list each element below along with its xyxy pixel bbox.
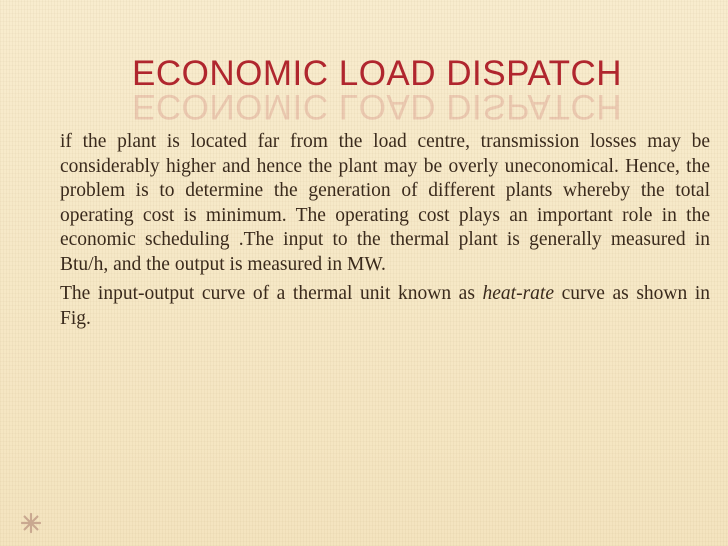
body-paragraph-2 — [60, 282, 710, 331]
slide-title: ECONOMIC LOAD DISPATCH — [132, 54, 623, 93]
slide-title-reflection-text: ECONOMIC LOAD DISPATCH — [132, 87, 623, 126]
slide-title-area — [0, 48, 728, 126]
slide-body — [60, 130, 710, 336]
body-paragraph-2-after: curve as shown in Fig. — [60, 283, 710, 329]
body-paragraph-2-before: The input-output curve of a thermal unit known as — [60, 283, 483, 304]
asterisk-star-icon — [20, 512, 42, 534]
slide-title-reflection — [132, 64, 623, 126]
body-paragraph-1: if the plant is located far from the load centre, transmission losses may be considerably higher and hence the plant may be overly uneconomical. Hence, the problem is to determine the generation of different plants whereby the total operating cost is minimum. The operating cost plays an important role in the economic scheduling .The input to the thermal plant is generally measured in Btu/h, and the output is measured in MW. — [60, 131, 710, 275]
heat-rate-emphasis: heat-rate — [482, 283, 554, 304]
